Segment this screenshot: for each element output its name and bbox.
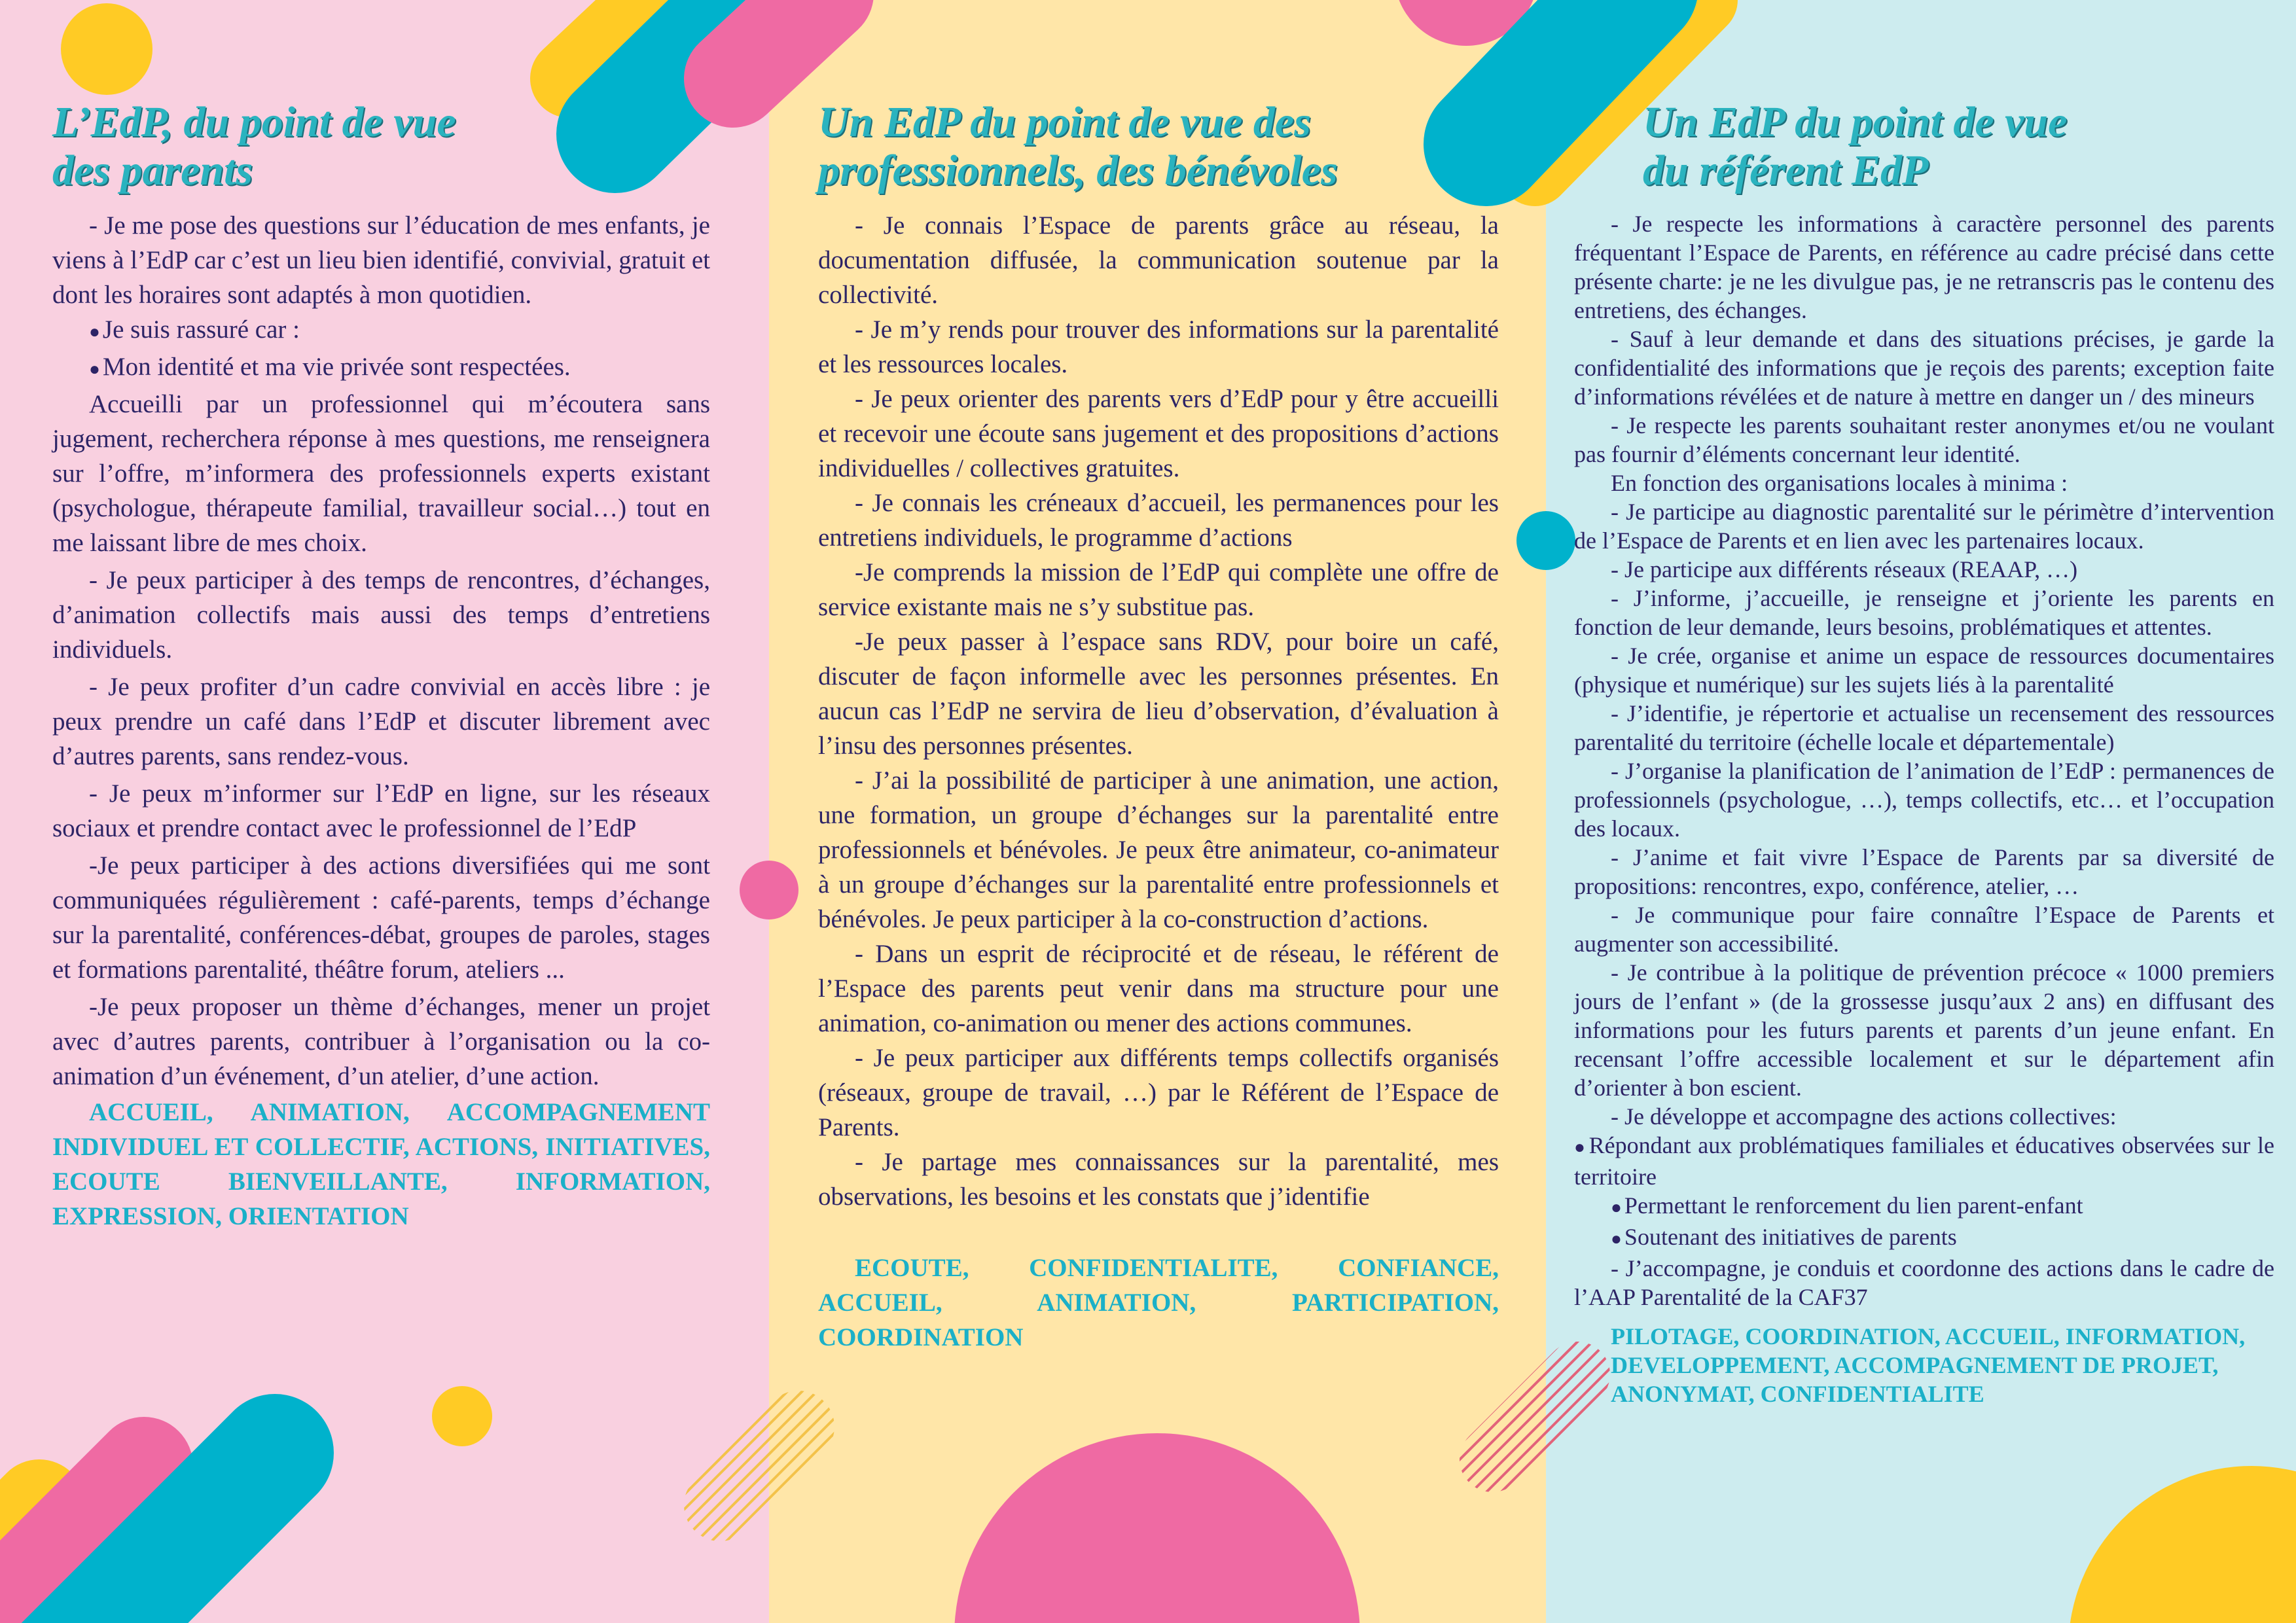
bullet-item: ● Permettant le renforcement du lien parent-enfant (1574, 1191, 2274, 1222)
parents-title (52, 98, 710, 195)
paragraph: - Je participe aux différents réseaux (REAAP, …) (1611, 556, 2078, 582)
yellow-dot-bottom-left (432, 1386, 492, 1446)
pink-dot-middle (740, 861, 798, 919)
yellow-striped-pill (720, 1427, 798, 1505)
paragraph: - J’anime et fait vivre l’Espace de Parents par sa diversité de propositions: rencontres, expo, conférence, atelier, … (1574, 844, 2274, 899)
paragraph: - Je participe au diagnostic parentalité sur le périmètre d’intervention de l’Espace de Parents et en lien avec les partenaires locaux. (1574, 499, 2274, 554)
referent-title-line2: du référent EdP (1643, 147, 1929, 194)
paragraph: -Je peux participer à des actions diversifiées qui me sont communiquées régulièrement : café-parents, temps d’échange sur la parentalité, conférences-débat, groupes de paroles, stages et formations parentalité, théâtre forum, ateliers ... (52, 851, 710, 984)
referent-column (1574, 98, 2274, 1408)
paragraph: - Je connais l’Espace de parents grâce au réseau, la documentation diffusée, la communication soutenue par la collectivité. (818, 211, 1499, 309)
professionals-keywords: ECOUTE, CONFIDENTIALITE, CONFIANCE, ACCUEIL, ANIMATION, PARTICIPATION, COORDINATION (818, 1254, 1499, 1351)
paragraph: - Sauf à leur demande et dans des situations précises, je garde la confidentialité des informations que je reçois des parents; exception faite d’informations révélées et de nature à mettre en danger un / des mineurs (1574, 326, 2274, 410)
paragraph: - Je partage mes connaissances sur la parentalité, mes observations, les besoins et les constats que j’identifie (818, 1148, 1499, 1211)
yellow-dot-top-left (61, 3, 152, 95)
paragraph: - J’accompagne, je conduis et coordonne des actions dans le cadre de l’AAP Parentalité de la CAF37 (1574, 1255, 2274, 1310)
paragraph: -Je peux passer à l’espace sans RDV, pour boire un café, discuter de façon informelle avec les personnes présentes. En aucun cas l’EdP ne servira de lieu d’observation, d’évaluation à l’insu des personnes présentes. (818, 628, 1499, 760)
paragraph: - Je peux participer à des temps de rencontres, d’échanges, d’animation collectifs mais aussi des temps d’entretiens individuels. (52, 566, 710, 664)
paragraph: - Je respecte les informations à caractère personnel des parents fréquentant l’Espace de Parents, en référence au cadre précisé dans cette présente charte: je ne les divulgue pas, je ne retranscris pas le contenu des entretiens, des échanges. (1574, 211, 2274, 323)
cyan-dot-right (1516, 511, 1575, 570)
paragraph: Accueilli par un professionnel qui m’écoutera sans jugement, recherchera réponse à mes questions, me renseignera sur l’offre, m’informera des professionnels experts existant (psychologue, thérapeute familial, travailleur social…) tout en me laissant libre de mes choix. (52, 390, 710, 557)
paragraph: - J’ai la possibilité de participer à une animation, une action, une formation, un groupe d’échanges sur la parentalité entre professionnels et bénévoles. Je peux être animateur, co-animateur à un groupe d’échanges sur la parentalité entre professionnels et bénévoles. Je peux participer à la co-construction d’actions. (818, 766, 1499, 933)
paragraph: - Je peux profiter d’un cadre convivial en accès libre : je peux prendre un café dans l’EdP et discuter librement avec d’autres parents, sans rendez-vous. (52, 673, 710, 770)
pink-half-circle-bottom (954, 1433, 1360, 1623)
paragraph: En fonction des organisations locales à minima : (1611, 470, 2068, 496)
professionals-title-line2: professionnels, des bénévoles (818, 147, 1338, 194)
referent-keywords: PILOTAGE, COORDINATION, ACCUEIL, INFORMATION, DEVELOPPEMENT, ACCOMPAGNEMENT DE PROJET, ANONYMAT, CONFIDENTIALITE (1611, 1323, 2246, 1407)
paragraph: - Je contribue à la politique de prévention précoce « 1000 premiers jours de l’enfant » (de la grossesse jusqu’aux 2 ans) en diffusant des informations pour les futurs parents et parents d’un jeune enfant. En recensant l’offre accessible localement et sur le département afin d’orienter à bon escient. (1574, 959, 2274, 1101)
parents-title-line1: L’EdP, du point de vue (52, 98, 456, 146)
paragraph: - Dans un esprit de réciprocité et de réseau, le référent de l’Espace des parents peut venir dans ma structure pour une animation, co-animation ou mener des actions communes. (818, 940, 1499, 1037)
referent-title-line1: Un EdP du point de vue (1643, 98, 2068, 146)
paragraph: - J’informe, j’accueille, je renseigne et j’oriente les parents en fonction de leur demande, leurs besoins, problématiques et attentes. (1574, 585, 2274, 640)
paragraph: - Je communique pour faire connaître l’Espace de Parents et augmenter son accessibilité. (1574, 902, 2274, 957)
bullet-item: ● Soutenant des initiatives de parents (1574, 1222, 2274, 1254)
paragraph: - Je peux m’informer sur l’EdP en ligne, sur les réseaux sociaux et prendre contact avec le professionnel de l’EdP (52, 779, 710, 842)
bullet-item: ● Je suis rassuré car : (52, 312, 710, 349)
paragraph: - J’organise la planification de l’animation de l’EdP : permanences de professionnels (psychologue, …), temps collectifs, etc… et l’occupation des locaux. (1574, 758, 2274, 842)
paragraph: - Je peux orienter des parents vers d’EdP pour y être accueilli et recevoir une écoute sans jugement et des propositions d’actions individuelles / collectives gratuites. (818, 385, 1499, 482)
professionals-title (818, 98, 1499, 195)
parents-column (52, 98, 710, 1234)
parents-keywords: ACCUEIL, ANIMATION, ACCOMPAGNEMENT INDIVIDUEL ET COLLECTIF, ACTIONS, INITIATIVES, ECOUTE BIENVEILLANTE, INFORMATION, EXPRESSION, ORIENTATION (52, 1098, 710, 1230)
paragraph: -Je comprends la mission de l’EdP qui complète une offre de service existante mais ne s’y substitue pas. (818, 558, 1499, 621)
paragraph: - Je développe et accompagne des actions collectives: (1611, 1103, 2117, 1130)
paragraph: - Je m’y rends pour trouver des informations sur la parentalité et les ressources locales. (818, 315, 1499, 378)
pink-pill-top (733, 0, 825, 79)
paragraph: - Je connais les créneaux d’accueil, les permanences pour les entretiens individuels, le programme d’actions (818, 489, 1499, 552)
paragraph: -Je peux proposer un thème d’échanges, mener un projet avec d’autres parents, contribuer à l’organisation ou la co-animation d’un événement, d’un atelier, d’une action. (52, 993, 710, 1090)
paragraph: - Je crée, organise et anime un espace de ressources documentaires (physique et numérique) sur les sujets liés à la parentalité (1574, 643, 2274, 698)
pink-striped-pill (1492, 1374, 1577, 1459)
referent-title (1574, 98, 2274, 195)
bullet-item: ● Répondant aux problématiques familiales et éducatives observées sur le territoire (1574, 1131, 2274, 1191)
paragraph: - Je peux participer aux différents temps collectifs organisés (réseaux, groupe de travail, …) par le Référent de l’Espace de Parents. (818, 1044, 1499, 1141)
paragraph: - Je respecte les parents souhaitant rester anonymes et/ou ne voulant pas fournir d’éléments concernant leur identité. (1574, 412, 2274, 467)
paragraph: - Je me pose des questions sur l’éducation de mes enfants, je viens à l’EdP car c’est un lieu bien identifié, convivial, gratuit et dont les horaires sont adaptés à mon quotidien. (52, 211, 710, 309)
yellow-quarter-circle-bottom-right (2068, 1466, 2296, 1623)
paragraph: - J’identifie, je répertorie et actualise un recensement des ressources parentalité du territoire (échelle locale et départementale) (1574, 700, 2274, 755)
professionals-title-line1: Un EdP du point de vue des (818, 98, 1311, 146)
bullet-item: ● Mon identité et ma vie privée sont respectées. (52, 349, 710, 387)
parents-title-line2: des parents (52, 147, 253, 194)
professionals-column (818, 98, 1499, 1355)
